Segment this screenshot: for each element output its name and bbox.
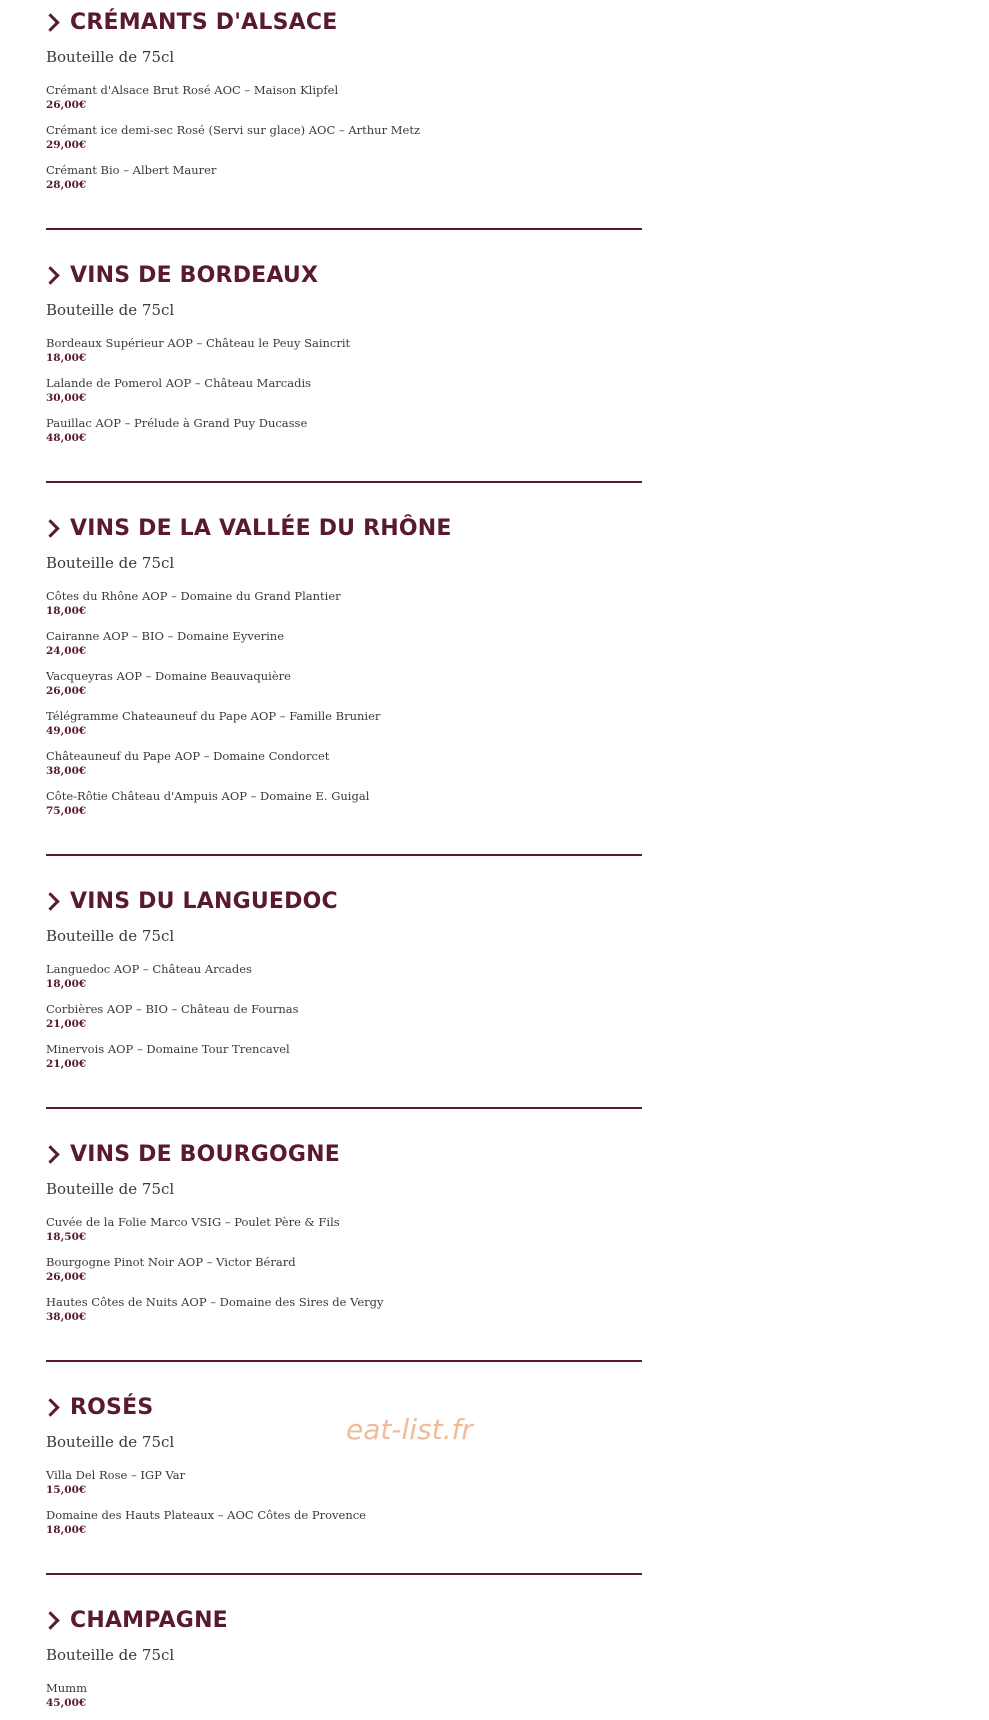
list-item: [46, 1294, 642, 1334]
wine-name: Châteauneuf du Pape AOP – Domaine Condorcet: [46, 749, 330, 763]
list-item: [46, 788, 642, 828]
section-title-text: CHAMPAGNE: [70, 1607, 228, 1633]
wine-price: 26,00€: [46, 99, 87, 111]
wine-price: 28,00€: [46, 179, 87, 191]
wine-price: 24,00€: [46, 645, 87, 657]
wine-price: 15,00€: [46, 1484, 87, 1496]
wine-name: Crémant Bio – Albert Maurer: [46, 163, 217, 177]
list-item: [46, 1467, 642, 1507]
wine-name: Télégramme Chateauneuf du Pape AOP – Famille Brunier: [46, 709, 381, 723]
bottle-size-label: Bouteille de 75cl: [46, 48, 175, 66]
section-bordeaux: [46, 253, 642, 455]
list-item: [46, 748, 642, 788]
wine-name: Bourgogne Pinot Noir AOP – Victor Bérard: [46, 1255, 296, 1269]
list-item: [46, 335, 642, 375]
section-champagne: [46, 1598, 642, 1720]
wine-name: Vacqueyras AOP – Domaine Beauvaquière: [46, 669, 291, 683]
chevron-right-icon: [41, 1145, 59, 1163]
wine-price: 18,00€: [46, 605, 87, 617]
list-item: [46, 1680, 642, 1720]
wine-list: [46, 961, 642, 1081]
wine-name: Minervois AOP – Domaine Tour Trencavel: [46, 1042, 290, 1056]
wine-name: Villa Del Rose – IGP Var: [46, 1468, 186, 1482]
section-divider: [46, 1360, 642, 1362]
section-title-text: ROSÉS: [70, 1394, 154, 1420]
bottle-size-label: Bouteille de 75cl: [46, 1433, 175, 1451]
wine-price: 21,00€: [46, 1018, 87, 1030]
list-item: [46, 588, 642, 628]
list-item: [46, 1254, 642, 1294]
section-title: [46, 879, 642, 923]
section-title: [46, 1598, 642, 1642]
section-title: [46, 0, 642, 44]
wine-list: [46, 588, 642, 828]
wine-name: Bordeaux Supérieur AOP – Château le Peuy Saincrit: [46, 336, 351, 350]
list-item: [46, 628, 642, 668]
list-item: [46, 415, 642, 455]
section-divider: [46, 1107, 642, 1109]
wine-name: Pauillac AOP – Prélude à Grand Puy Ducasse: [46, 416, 308, 430]
wine-name: Côte-Rôtie Château d'Ampuis AOP – Domaine E. Guigal: [46, 789, 370, 803]
section-title-text: CRÉMANTS D'ALSACE: [70, 9, 338, 35]
list-item: [46, 1001, 642, 1041]
list-item: [46, 82, 642, 122]
wine-list: [46, 1467, 642, 1547]
section-rhone: [46, 506, 642, 828]
chevron-right-icon: [41, 1398, 59, 1416]
wine-price: 30,00€: [46, 392, 87, 404]
wine-name: Côtes du Rhône AOP – Domaine du Grand Plantier: [46, 589, 341, 603]
chevron-right-icon: [41, 519, 59, 537]
section-title-text: VINS DE LA VALLÉE DU RHÔNE: [70, 515, 452, 541]
list-item: [46, 961, 642, 1001]
wine-menu: [46, 0, 642, 1720]
chevron-right-icon: [41, 266, 59, 284]
section-title-text: VINS DE BORDEAUX: [70, 262, 319, 288]
wine-name: Crémant d'Alsace Brut Rosé AOC – Maison Klipfel: [46, 83, 339, 97]
wine-price: 21,00€: [46, 1058, 87, 1070]
bottle-size-label: Bouteille de 75cl: [46, 1180, 175, 1198]
wine-price: 38,00€: [46, 765, 87, 777]
wine-name: Lalande de Pomerol AOP – Château Marcadis: [46, 376, 312, 390]
wine-name: Crémant ice demi-sec Rosé (Servi sur glace) AOC – Arthur Metz: [46, 123, 420, 137]
list-item: [46, 375, 642, 415]
wine-price: 18,50€: [46, 1231, 87, 1243]
wine-price: 18,00€: [46, 978, 87, 990]
bottle-size-label: Bouteille de 75cl: [46, 927, 175, 945]
section-roses: [46, 1385, 642, 1547]
wine-price: 18,00€: [46, 1524, 87, 1536]
list-item: [46, 668, 642, 708]
wine-name: Cuvée de la Folie Marco VSIG – Poulet Père & Fils: [46, 1215, 340, 1229]
section-title-text: VINS DU LANGUEDOC: [70, 888, 338, 914]
wine-price: 75,00€: [46, 805, 87, 817]
section-divider: [46, 481, 642, 483]
wine-name: Mumm: [46, 1681, 87, 1695]
wine-price: 26,00€: [46, 685, 87, 697]
chevron-right-icon: [41, 1611, 59, 1629]
section-divider: [46, 1573, 642, 1575]
list-item: [46, 708, 642, 748]
wine-name: Corbières AOP – BIO – Château de Fournas: [46, 1002, 299, 1016]
section-cremants: [46, 0, 642, 202]
bottle-size-label: Bouteille de 75cl: [46, 1646, 175, 1664]
wine-price: 38,00€: [46, 1311, 87, 1323]
section-bourgogne: [46, 1132, 642, 1334]
section-title: [46, 1132, 642, 1176]
list-item: [46, 1507, 642, 1547]
wine-price: 29,00€: [46, 139, 87, 151]
wine-name: Cairanne AOP – BIO – Domaine Eyverine: [46, 629, 285, 643]
wine-list: [46, 1680, 642, 1720]
section-title: [46, 1385, 642, 1429]
wine-list: [46, 1214, 642, 1334]
list-item: [46, 122, 642, 162]
wine-price: 18,00€: [46, 352, 87, 364]
wine-name: Hautes Côtes de Nuits AOP – Domaine des Sires de Vergy: [46, 1295, 384, 1309]
section-title-text: VINS DE BOURGOGNE: [70, 1141, 341, 1167]
list-item: [46, 162, 642, 202]
section-divider: [46, 228, 642, 230]
wine-name: Domaine des Hauts Plateaux – AOC Côtes de Provence: [46, 1508, 366, 1522]
chevron-right-icon: [41, 892, 59, 910]
section-languedoc: [46, 879, 642, 1081]
wine-name: Languedoc AOP – Château Arcades: [46, 962, 252, 976]
section-title: [46, 253, 642, 297]
section-divider: [46, 854, 642, 856]
list-item: [46, 1214, 642, 1254]
bottle-size-label: Bouteille de 75cl: [46, 554, 175, 572]
chevron-right-icon: [41, 13, 59, 31]
wine-price: 45,00€: [46, 1697, 87, 1709]
wine-list: [46, 82, 642, 202]
list-item: [46, 1041, 642, 1081]
wine-price: 49,00€: [46, 725, 87, 737]
watermark: eat-list.fr: [346, 1413, 473, 1446]
section-title: [46, 506, 642, 550]
bottle-size-label: Bouteille de 75cl: [46, 301, 175, 319]
wine-price: 48,00€: [46, 432, 87, 444]
wine-list: [46, 335, 642, 455]
wine-price: 26,00€: [46, 1271, 87, 1283]
